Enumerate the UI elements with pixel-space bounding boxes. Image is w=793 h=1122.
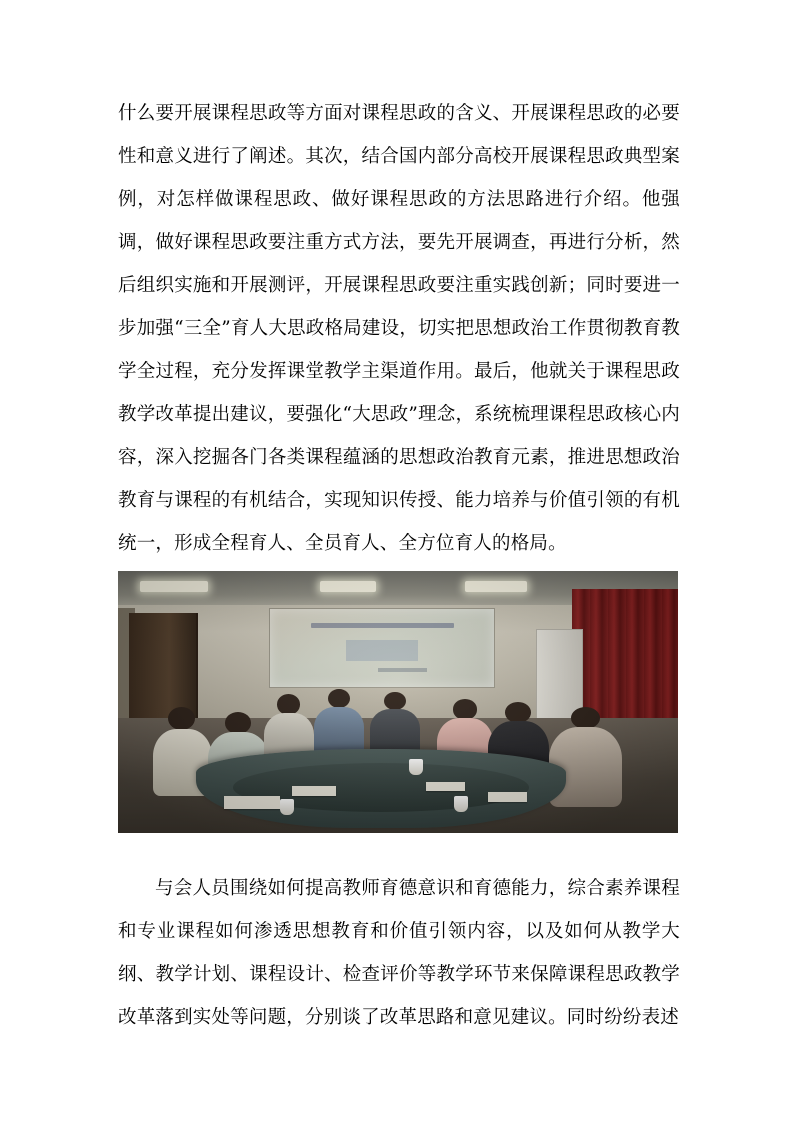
meeting-photo-figure xyxy=(118,571,678,833)
paragraph-1: 什么要开展课程思政等方面对课程思政的含义、开展课程思政的必要性和意义进行了阐述。其次，结合国内部分高校开展课程思政典型案例，对怎样做课程思政、做好课程思政的方法思路进行介绍。他强调，做好课程思政要注重方式方法，要先开展调查，再进行分析，然后组织实施和开展测评，开展课程思政要注重实践创新；同时要进一步加强“三全”育人大思政格局建设，切实把思想政治工作贯彻教育教学全过程，充分发挥课堂教学主渠道作用。最后，他就关于课程思政教学改革提出建议，要强化“大思政”理念，系统梳理课程思政核心内容，深入挖掘各门各类课程蕴涵的思想政治教育元素，推进思想政治教育与课程的有机结合，实现知识传授、能力培养与价值引领的有机统一，形成全程育人、全员育人、全方位育人的格局。 xyxy=(118,103,680,554)
page-content xyxy=(118,92,680,1039)
meeting-photo xyxy=(118,571,678,833)
photo-person xyxy=(314,689,364,757)
projection-image-band xyxy=(346,640,418,660)
photo-document xyxy=(488,792,527,801)
photo-red-curtain xyxy=(572,589,678,725)
projection-footer-band xyxy=(378,668,427,672)
photo-document xyxy=(426,782,465,791)
photo-document xyxy=(292,786,337,796)
photo-document xyxy=(224,796,280,809)
photo-cup xyxy=(454,796,468,812)
photo-cup xyxy=(409,759,423,775)
ceiling-light-icon xyxy=(140,581,207,591)
photo-cup xyxy=(280,799,294,815)
photo-person xyxy=(370,692,420,758)
ceiling-light-icon xyxy=(320,581,376,591)
paragraph-2: 与会人员围绕如何提高教师育德意识和育德能力，综合素养课程和专业课程如何渗透思想教育和价值引领内容，以及如何从教学大纲、教学计划、课程设计、检查评价等教学环节来保障课程思政教学改革落到实处等问题，分别谈了改革思路和意见建议。同时纷纷表述 xyxy=(118,878,680,1028)
ceiling-light-icon xyxy=(465,581,527,591)
projection-title-band xyxy=(311,623,454,629)
photo-projection-screen xyxy=(269,608,495,689)
photo-conference-table xyxy=(196,749,566,828)
